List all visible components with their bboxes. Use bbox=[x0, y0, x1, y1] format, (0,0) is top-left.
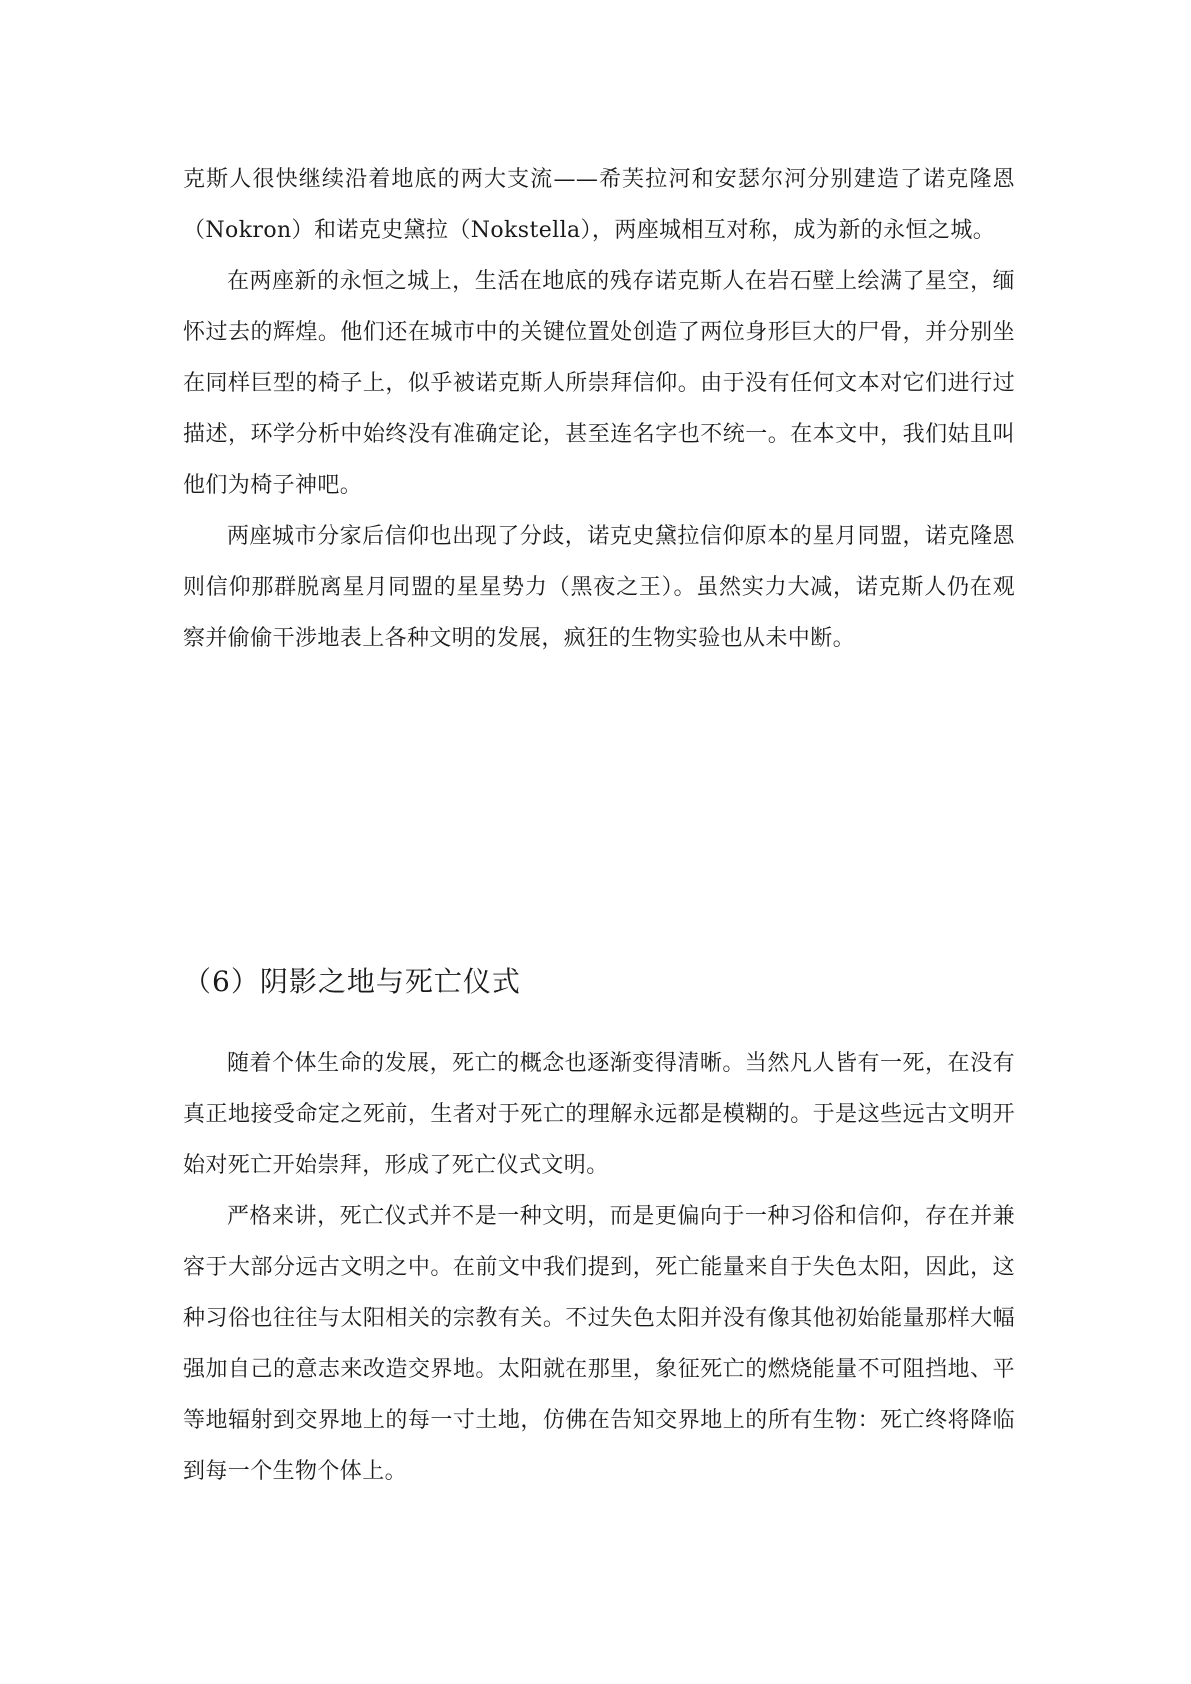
paragraph-eternal-cities: 在两座新的永恒之城上，生活在地底的残存诺克斯人在岩石壁上绘满了星空，缅怀过去的辉煌。他们还在城市中的关键位置处创造了两位身形巨大的尸骨，并分别坐在同样巨型的椅子上，似乎被诺克斯人所崇拜信仰。由于没有任何文本对它们进行过描述，环学分析中始终没有准确定论，甚至连名字也不统一。在本文中，我们姑且叫他们为椅子神吧。 bbox=[183, 269, 1015, 498]
section6-body bbox=[183, 1038, 1015, 1497]
paragraph-faith-split: 两座城市分家后信仰也出现了分歧，诺克史黛拉信仰原本的星月同盟，诺克隆恩则信仰那群脱离星月同盟的星星势力（黑夜之王）。虽然实力大减，诺克斯人仍在观察并偷偷干涉地表上各种文明的发展，疯狂的生物实验也从未中断。 bbox=[183, 524, 1015, 651]
paragraph-continuation: 克斯人很快继续沿着地底的两大支流——希芙拉河和安瑟尔河分别建造了诺克隆恩（Nokron）和诺克史黛拉（Nokstella），两座城相互对称，成为新的永恒之城。 bbox=[183, 167, 1015, 243]
paragraph-death-ritual: 严格来讲，死亡仪式并不是一种文明，而是更偏向于一种习俗和信仰，存在并兼容于大部分远古文明之中。在前文中我们提到，死亡能量来自于失色太阳，因此，这种习俗也往往与太阳相关的宗教有关。不过失色太阳并没有像其他初始能量那样大幅强加自己的意志来改造交界地。太阳就在那里，象征死亡的燃烧能量不可阻挡地、平等地辐射到交界地上的每一寸土地，仿佛在告知交界地上的所有生物：死亡终将降临到每一个生物个体上。 bbox=[183, 1204, 1015, 1484]
section-heading: （6）阴影之地与死亡仪式 bbox=[183, 965, 521, 998]
top-section bbox=[183, 154, 1015, 664]
paragraph-death-concept: 随着个体生命的发展，死亡的概念也逐渐变得清晰。当然凡人皆有一死，在没有真正地接受命定之死前，生者对于死亡的理解永远都是模糊的。于是这些远古文明开始对死亡开始崇拜，形成了死亡仪式文明。 bbox=[183, 1051, 1015, 1178]
